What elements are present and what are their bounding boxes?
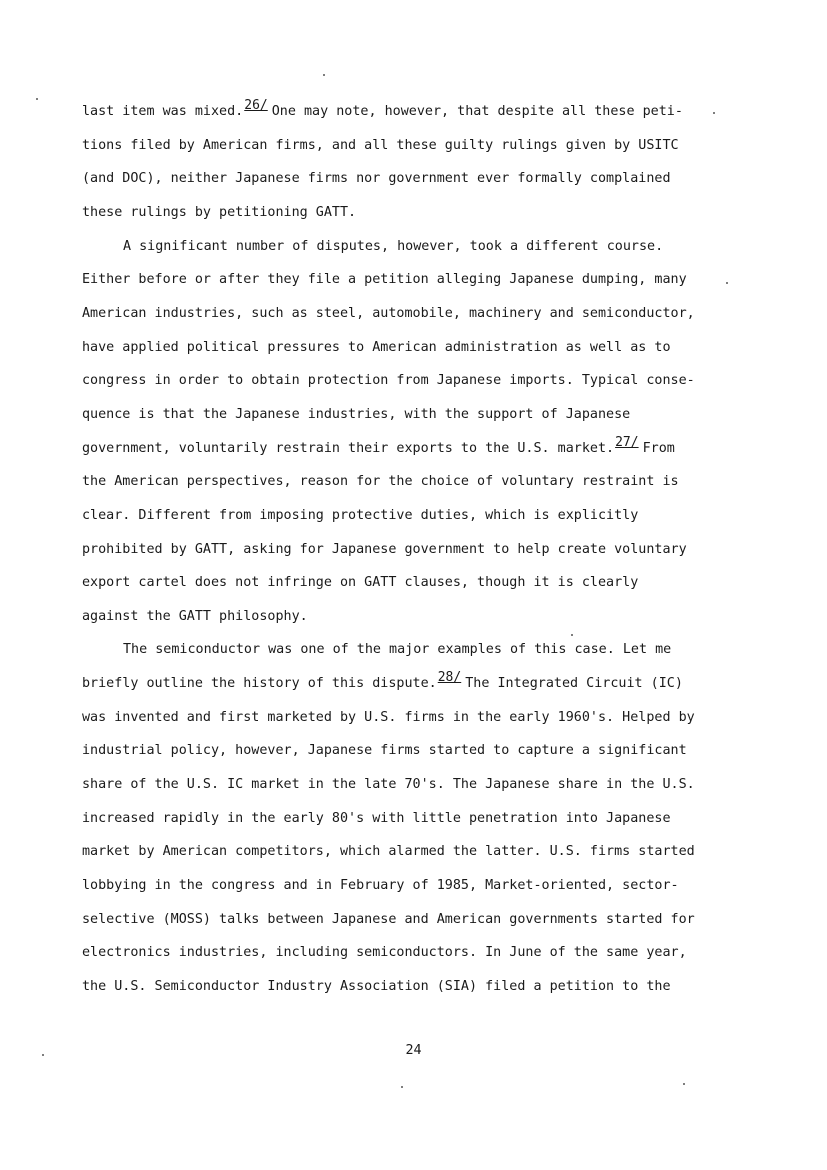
line-text: From	[642, 440, 675, 456]
text-line	[123, 239, 663, 255]
page-number: 24	[405, 1043, 422, 1058]
line-text: increased rapidly in the early 80's with little penetration into Japanese	[82, 810, 671, 826]
line-text: The semiconductor was one of the major examples of this case. Let me	[123, 642, 672, 658]
text-line	[82, 670, 683, 692]
line-text: A significant number of disputes, however, took a different course.	[123, 238, 664, 254]
text-line	[82, 811, 671, 827]
text-line	[82, 710, 695, 726]
text-line	[82, 844, 695, 860]
line-text: the U.S. Semiconductor Industry Association (SIA) filed a petition to the	[82, 978, 671, 994]
line-text: clear. Different from imposing protective duties, which is explicitly	[82, 507, 639, 523]
text-line	[82, 575, 638, 591]
text-line	[82, 138, 679, 154]
line-text: selective (MOSS) talks between Japanese and American governments started for	[82, 911, 695, 927]
text-line	[82, 98, 683, 120]
line-text: have applied political pressures to American administration as well as to	[82, 339, 671, 355]
line-text: quence is that the Japanese industries, with the support of Japanese	[82, 406, 631, 422]
text-line	[82, 434, 675, 457]
scan-speck	[36, 98, 38, 100]
text-line	[82, 407, 630, 423]
text-line	[82, 340, 671, 356]
line-text: prohibited by GATT, asking for Japanese government to help create voluntary	[82, 541, 687, 557]
line-text: American industries, such as steel, automobile, machinery and semiconductor,	[82, 305, 695, 321]
text-line	[82, 373, 695, 389]
line-text: market by American competitors, which alarmed the latter. U.S. firms started	[82, 844, 695, 860]
line-text: lobbying in the congress and in February of 1985, Market-oriented, sector-	[82, 877, 679, 893]
scan-speck	[42, 1054, 44, 1056]
text-line	[82, 945, 687, 961]
line-text: last item was mixed.	[82, 104, 244, 119]
line-text: was invented and first marketed by U.S. firms in the early 1960's. Helped by	[82, 709, 695, 725]
text-line	[123, 642, 671, 658]
line-text: Either before or after they file a petition alleging Japanese dumping, many	[82, 272, 687, 288]
line-text: government, voluntarily restrain their exports to the U.S. market.	[82, 440, 615, 456]
text-line	[82, 743, 687, 759]
text-line	[82, 508, 638, 524]
footnote-reference: 27/	[615, 434, 639, 450]
text-line	[82, 878, 679, 894]
footnote-reference: 28/	[437, 670, 462, 685]
line-text: against the GATT philosophy.	[82, 608, 308, 624]
line-text: industrial policy, however, Japanese firms started to capture a significant	[82, 743, 687, 759]
line-text: tions filed by American firms, and all these guilty rulings given by USITC	[82, 137, 679, 153]
line-text: electronics industries, including semiconductors. In June of the same year,	[82, 945, 687, 961]
line-text: congress in order to obtain protection from Japanese imports. Typical conse-	[82, 373, 695, 389]
line-text: share of the U.S. IC market in the late 70's. The Japanese share in the U.S.	[82, 777, 695, 792]
text-line	[82, 542, 687, 558]
text-line	[82, 474, 679, 490]
scan-speck	[726, 282, 728, 284]
line-text: (and DOC), neither Japanese firms nor government ever formally complained	[82, 171, 671, 187]
footnote-reference: 26/	[244, 98, 268, 113]
text-line	[82, 205, 356, 221]
line-text: the American perspectives, reason for the choice of voluntary restraint is	[82, 474, 679, 490]
scan-speck	[713, 112, 715, 114]
text-line	[82, 306, 695, 322]
text-line	[82, 912, 695, 928]
text-line	[82, 171, 671, 187]
scan-speck	[683, 1083, 685, 1085]
text-line	[82, 979, 671, 995]
text-line	[82, 609, 308, 625]
text-line	[82, 272, 687, 288]
line-text: One may note, however, that despite all these peti-	[271, 104, 683, 119]
scan-speck	[571, 634, 573, 636]
line-text: briefly outline the history of this dispute.	[82, 676, 437, 691]
scan-speck	[323, 74, 325, 76]
text-line	[82, 777, 695, 793]
line-text: export cartel does not infringe on GATT clauses, though it is clearly	[82, 575, 639, 591]
line-text: The Integrated Circuit (IC)	[465, 676, 683, 691]
line-text: these rulings by petitioning GATT.	[82, 204, 357, 220]
scan-speck	[401, 1086, 403, 1088]
